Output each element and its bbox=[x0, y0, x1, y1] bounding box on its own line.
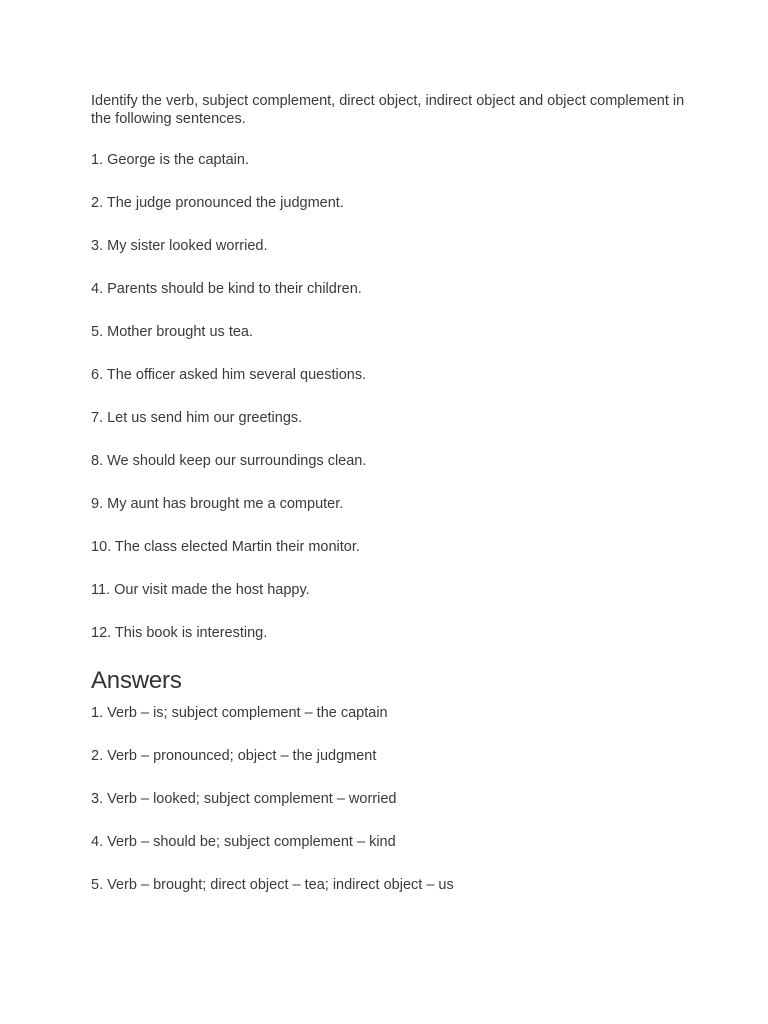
answer-item: 4. Verb – should be; subject complement – kind bbox=[91, 834, 396, 850]
question-item: 9. My aunt has brought me a computer. bbox=[91, 496, 344, 512]
answer-item: 2. Verb – pronounced; object – the judgment bbox=[91, 748, 377, 764]
question-item: 11. Our visit made the host happy. bbox=[91, 582, 310, 598]
question-item: 1. George is the captain. bbox=[91, 152, 249, 168]
question-item: 7. Let us send him our greetings. bbox=[91, 410, 303, 426]
questions-list bbox=[91, 151, 691, 642]
document-page bbox=[91, 92, 691, 919]
question-item: 10. The class elected Martin their monitor. bbox=[91, 539, 360, 555]
instructions-text: Identify the verb, subject complement, direct object, indirect object and object complement in the following sentences. bbox=[91, 93, 685, 127]
question-item: 6. The officer asked him several questions. bbox=[91, 367, 367, 383]
question-item: 8. We should keep our surroundings clean. bbox=[91, 453, 367, 469]
question-item: 5. Mother brought us tea. bbox=[91, 324, 254, 340]
answer-item: 1. Verb – is; subject complement – the captain bbox=[91, 705, 388, 721]
answer-item: 3. Verb – looked; subject complement – worried bbox=[91, 791, 397, 807]
answers-heading: Answers bbox=[91, 667, 182, 694]
question-item: 3. My sister looked worried. bbox=[91, 238, 268, 254]
question-item: 12. This book is interesting. bbox=[91, 625, 268, 641]
question-item: 2. The judge pronounced the judgment. bbox=[91, 195, 344, 211]
question-item: 4. Parents should be kind to their children. bbox=[91, 281, 362, 297]
answer-item: 5. Verb – brought; direct object – tea; indirect object – us bbox=[91, 877, 454, 893]
answers-list bbox=[91, 704, 691, 894]
